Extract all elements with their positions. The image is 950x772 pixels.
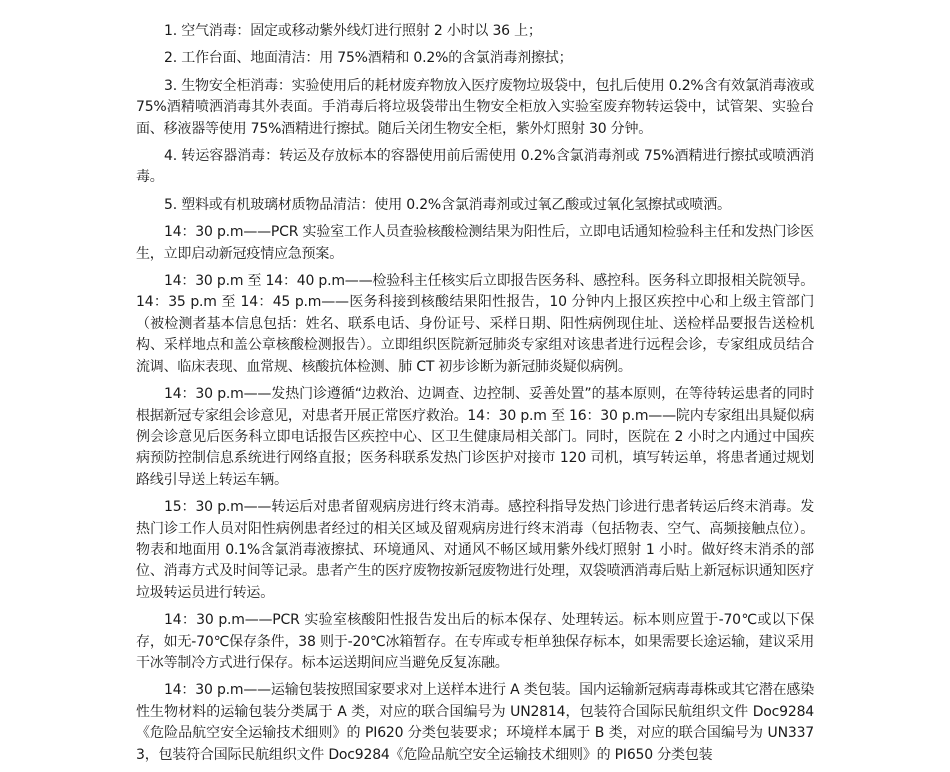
paragraph-reporting: 14：30 p.m 至 14：40 p.m——检验科主任核实后立即报告医务科、感控科。医务科立即报相关院领导。14：35 p.m 至 14：45 p.m——医务科接到核酸结果阳性报告，10 分钟内上报区疾控中心和上级主管部门（被检测者基本信息包括：姓名、联系电话、身份证号、采样日期、阳性病例现住址、送检样品要报告送检机构、采样地点和盖公章核酸检测报告）。立即组织医院新冠肺炎专家组对该患者进行远程会诊，专家组成员结合流调、临床表现、血常规、核酸抗体检测、肺 CT 初步诊断为新冠肺炎疑似病例。 [136, 273, 815, 375]
paragraph-surface-cleaning: 2. 工作台面、地面清洁：用 75%酒精和 0.2%的含氯消毒剂擦拭； [164, 50, 573, 67]
paragraph-sample-storage: 14：30 p.m——PCR 实验室核酸阳性报告发出后的标本保存、处理转运。标本则应置于-70℃或以下保存，如无-70℃保存条件，38 则于-20℃冰箱暂存。在专库或专柜单独保存标本，如果需要长途运输，建议采用干冰等制冷方式进行保存。标本运送期间应当避免反复冻融。 [136, 612, 814, 671]
paragraph-fever-clinic: 14：30 p.m——发热门诊遵循“边救治、边调查、边控制、妥善处置”的基本原则，在等待转运患者的同时根据新冠专家组会诊意见，对患者开展正常医疗救治。14：30 p.m 至 16：30 p.m——院内专家组出具疑似病例会诊意见后医务科立即电话报告区疾控中心、区卫生健康局相关部门。同时，医院在 2 小时之内通过中国疾病预防控制信息系统进行网络直报；医务科联系发热门诊医护对接市 120 司机，填写转运单，将患者通过规划路线引导送上转运车辆。 [136, 386, 814, 488]
paragraph-terminal-disinfection: 15：30 p.m——转运后对患者留观病房进行终末消毒。感控科指导发热门诊进行患者转运后终末消毒。发热门诊工作人员对阳性病例患者经过的相关区域及留观病房进行终末消毒（包括物表、空气、高频接触点位）。物表和地面用 0.1%含氯消毒液擦拭、环境通风、对通风不畅区域用紫外线灯照射 1 小时。做好终末消杀的部位、消毒方式及时间等记录。患者产生的医疗废物按新冠废物进行处理，双袋喷洒消毒后贴上新冠标识通知医疗垃圾转运员进行转运。 [136, 499, 814, 601]
paragraph-biosafety-cabinet: 3. 生物安全柜消毒：实验使用后的耗材废弃物放入医疗废物垃圾袋中，包扎后使用 0.2%含有效氯消毒液或 75%酒精喷洒消毒其外表面。手消毒后将垃圾袋带出生物安全柜放入实验室废弃物转运袋中，试管架、实验台面、移液器等使用 75%酒精进行擦拭。随后关闭生物安全柜，紫外灯照射 30 分钟。 [136, 77, 814, 137]
paragraph-transport-container: 4. 转运容器消毒：转运及存放标本的容器使用前后需使用 0.2%含氯消毒剂或 75%酒精进行擦拭或喷洒消毒。 [136, 148, 814, 186]
paragraph-plastic-cleaning: 5. 塑料或有机玻璃材质物品清洁：使用 0.2%含氯消毒剂或过氧乙酸或过氧化氢擦拭或喷洒。 [164, 196, 731, 213]
document-body [136, 21, 814, 772]
paragraph-pcr-result-notice: 14：30 p.m——PCR 实验室工作人员查验核酸检测结果为阳性后，立即电话通知检验科主任和发热门诊医生，立即启动新冠疫情应急预案。 [136, 224, 814, 262]
paragraph-transport-packaging: 14：30 p.m——运输包装按照国家要求对上送样本进行 A 类包装。国内运输新冠病毒毒株或其它潜在感染性生物材料的运输包装分类属于 A 类，对应的联合国编号为 UN2814，包装符合国际民航组织文件 Doc9284《危险品航空安全运输技术细则》的 PI620 分类包装要求；环境样本属于 B 类，对应的联合国编号为 UN3373，包装符合国际民航组织文件 Doc9284《危险品航空安全运输技术细则》的 PI650 分类包装 [136, 682, 814, 763]
paragraph-air-disinfection: 1. 空气消毒：固定或移动紫外线灯进行照射 2 小时以 36 上； [164, 23, 542, 39]
